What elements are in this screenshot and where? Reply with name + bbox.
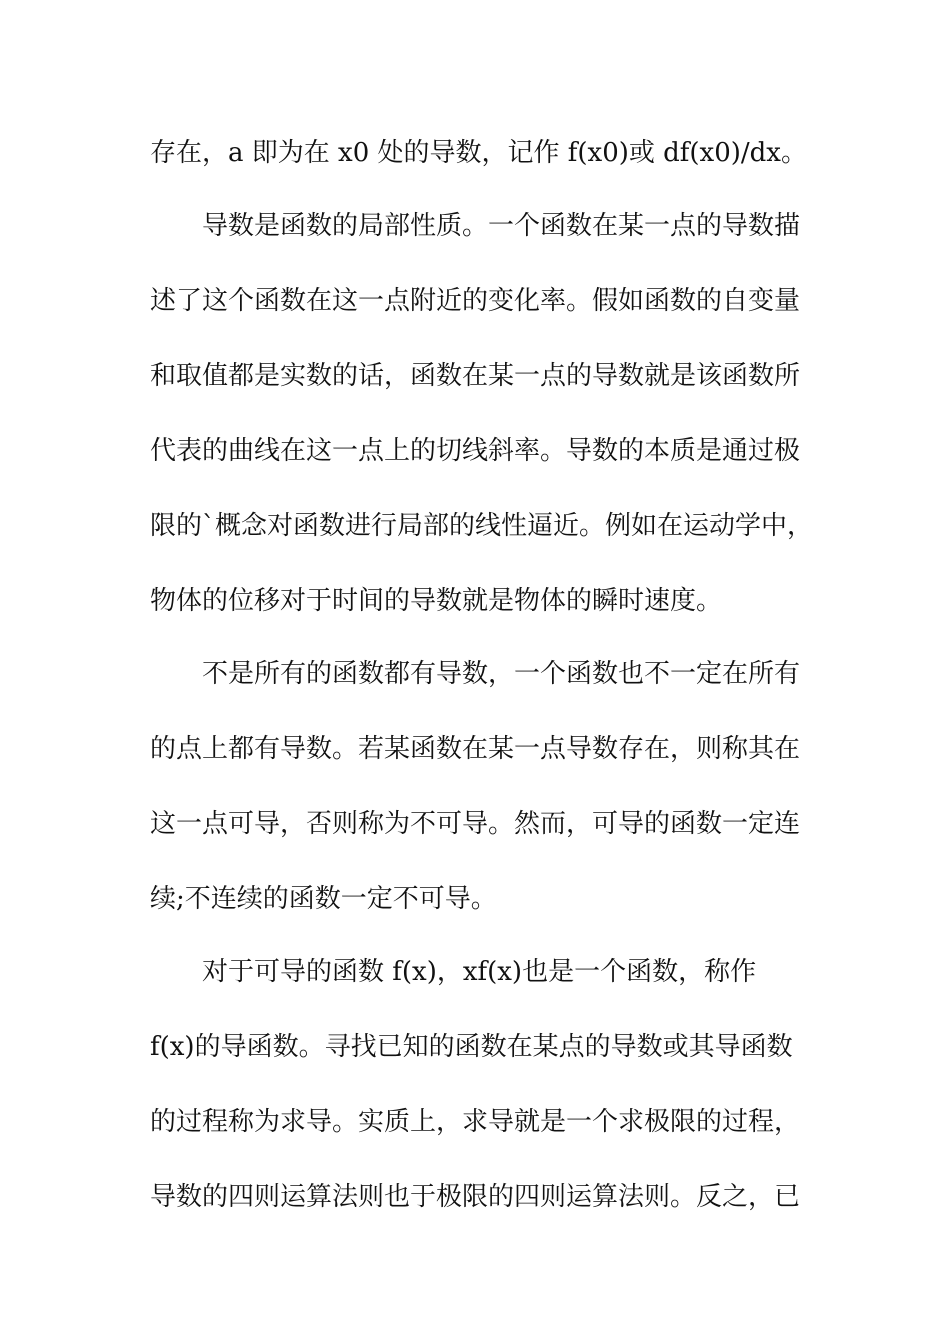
paragraph-first-line: 不是所有的函数都有导数，一个函数也不一定在所有	[202, 659, 801, 689]
text-line: 存在，a 即为在 x0 处的导数，记作 f(x0)或 df(x0)/dx。	[150, 138, 807, 168]
text-line: 代表的曲线在这一点上的切线斜率。导数的本质是通过极	[150, 436, 801, 466]
text-line: f(x)的导函数。寻找已知的函数在某点的导数或其导函数	[150, 1032, 793, 1062]
text-line: 的过程称为求导。实质上，求导就是一个求极限的过程，	[150, 1107, 801, 1137]
paragraph-first-line: 对于可导的函数 f(x)，xf(x)也是一个函数，称作	[202, 957, 757, 987]
text-line: 限的`概念对函数进行局部的线性逼近。例如在运动学中，	[150, 511, 814, 541]
text-line: 导数的四则运算法则也于极限的四则运算法则。反之，已	[150, 1182, 801, 1212]
text-line: 述了这个函数在这一点附近的变化率。假如函数的自变量	[150, 286, 801, 316]
paragraph-first-line: 导数是函数的局部性质。一个函数在某一点的导数描	[202, 211, 801, 241]
text-line: 和取值都是实数的话，函数在某一点的导数就是该函数所	[150, 361, 801, 391]
text-line: 续;不连续的函数一定不可导。	[150, 884, 497, 914]
text-line: 物体的位移对于时间的导数就是物体的瞬时速度。	[150, 586, 723, 616]
text-line: 这一点可导，否则称为不可导。然而，可导的函数一定连	[150, 809, 801, 839]
text-line: 的点上都有导数。若某函数在某一点导数存在，则称其在	[150, 734, 801, 764]
